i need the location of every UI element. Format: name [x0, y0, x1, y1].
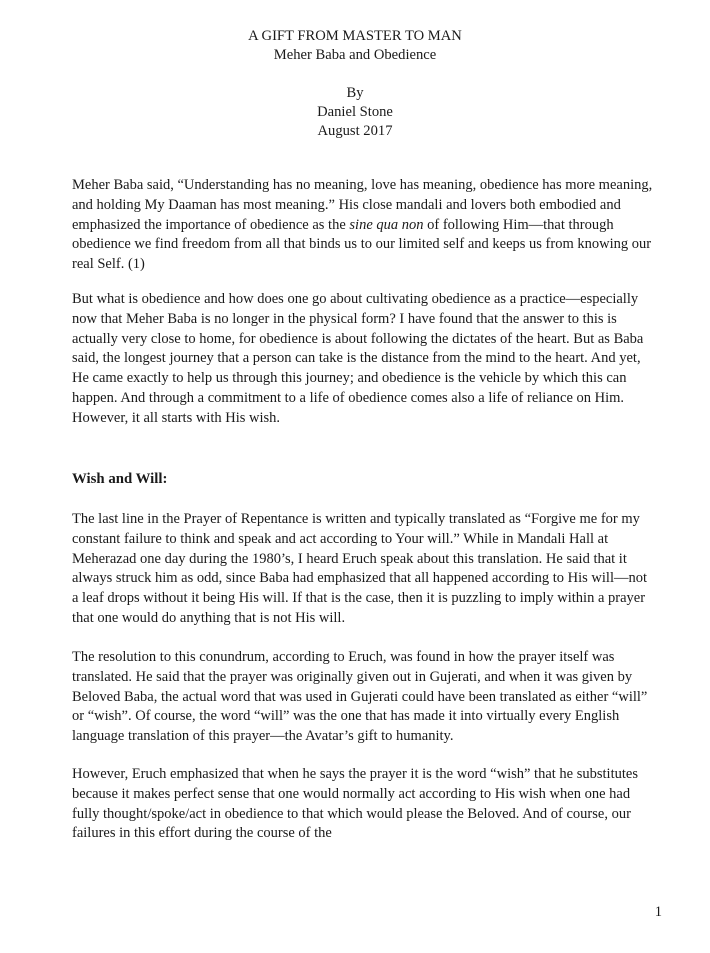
- page-number: 1: [654, 904, 662, 920]
- author-name: Daniel Stone: [317, 104, 393, 120]
- paragraph-1: [72, 176, 654, 275]
- document-date: August 2017: [317, 123, 393, 139]
- paragraph-1-tail: of following Him—that through obedience we find freedom from all that binds us to our limited self and keeps us from knowing our real Self. (1): [72, 216, 652, 273]
- paragraph-1-italic: sine qua non: [349, 216, 424, 233]
- paragraph-2-text: But what is obedience and how does one go about cultivating obedience as a practice—especially now that Meher Baba is no longer in the physical form? I have found that the answer to this is actually very close to home, for obedience is about following the dictates of the heart. But as Baba said, the longest journey that a person can take is the distance from the mind to the heart. And yet, He came exactly to help us through this journey; and obedience is the vehicle by which this can happen. And through a commitment to a life of obedience comes also a life of reliance on Him. However, it all starts with His wish.: [72, 291, 644, 426]
- paragraph-5-text: However, Eruch emphasized that when he says the prayer it is the word “wish” that he substitutes because it makes perfect sense that one would normally act according to His wish when one had fully thought/spoke/act in obedience to that which would please the Beloved. And of course, our failures in this effort during the course of the: [72, 766, 638, 842]
- document-header: [0, 27, 710, 141]
- byline-label: By: [346, 85, 364, 101]
- paragraph-4-text: The resolution to this conundrum, according to Eruch, was found in how the prayer itself was translated. He said that the prayer was originally given out in Gujerati, and when it was given by Beloved Baba, the actual word that was used in Gujerati could have been translated as either “will” or “wish”. Of course, the word “will” was the one that has made it into virtually every English language translation of this prayer—the Avatar’s gift to humanity.: [72, 649, 648, 745]
- document-title: A GIFT FROM MASTER TO MAN: [248, 28, 462, 44]
- document-subtitle: Meher Baba and Obedience: [273, 47, 437, 63]
- paragraph-2: [72, 290, 654, 429]
- paragraph-4: [72, 648, 654, 747]
- paragraph-5: [72, 765, 654, 844]
- paragraph-1-lead: Meher Baba said, “Understanding has no meaning, love has meaning, obedience has more meaning, and holding My Daaman has most meaning.” His close mandali and lovers both embodied and emphasized the importance of obedience as the: [72, 177, 653, 233]
- section-heading: Wish and Will:: [72, 471, 168, 487]
- paragraph-3-text: The last line in the Prayer of Repentance is written and typically translated as “Forgive me for my constant failure to think and speak and act according to Your will.” While in Mandali Hall at Meherazad one day during the 1980’s, I heard Eruch speak about this translation. He said that it always struck him as odd, since Baba had emphasized that all happened according to His will—not a leaf drops without it being His will. If that is the case, then it is puzzling to imply within a prayer that one would do anything that is not His will.: [72, 511, 648, 626]
- paragraph-3: [72, 510, 654, 629]
